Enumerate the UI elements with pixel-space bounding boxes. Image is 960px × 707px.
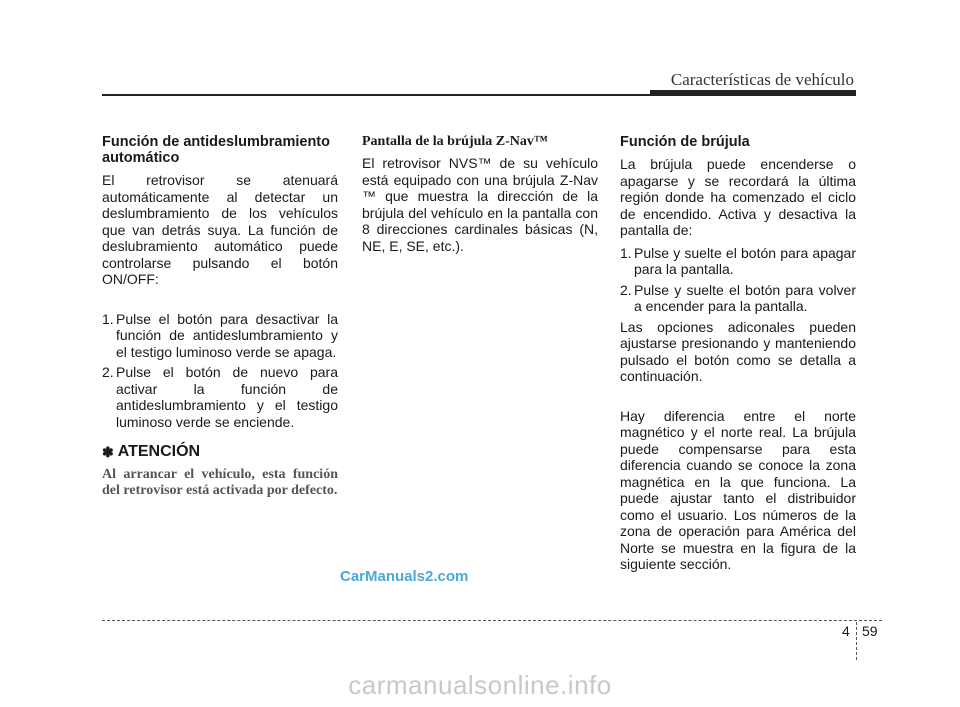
footer-divider <box>856 622 857 660</box>
footer-rule <box>102 620 882 621</box>
list-number: 2. <box>620 281 632 298</box>
header-rule <box>102 94 650 96</box>
list-item <box>102 311 338 361</box>
compass-function-intro: La brújula puede encenderse o apagarse y se recordará la última región donde ha comenzado el ciclo de encendido. Activa y desactiva la pantalla de: <box>620 156 856 238</box>
antiglare-heading: Función de antideslumbramiento automático <box>102 134 330 166</box>
attention-text: Al arrancar el vehículo, esta función del retrovisor está activada por defecto. <box>102 466 338 498</box>
watermark-link[interactable]: CarManuals2.com <box>340 568 469 585</box>
list-number: 1. <box>102 310 114 327</box>
list-item <box>620 245 856 278</box>
compass-difference-text: Hay diferencia entre el norte magnético y el norte real. La brújula puede compensarse para esta diferencia cuando se conoce la zona magnética en la que funciona. La puede ajustar tanto el distribuidor como el usuario. Los números de la zona de operación para América del Norte se muestra en la figura de la siguiente sección. <box>620 407 856 572</box>
asterisk-icon: ✽ <box>102 444 114 460</box>
site-watermark: carmanualsonline.info <box>348 670 612 700</box>
antiglare-intro: El retrovisor se atenuará automáticamente al detectar un deslumbramiento de los vehículos que van detrás suya. La función de deslubramiento automático puede controlarse pulsando el botón ON/OFF: <box>102 172 338 287</box>
list-text: Pulse y suelte el botón para apagar para la pantalla. <box>634 244 856 277</box>
list-item <box>102 364 338 430</box>
chapter-number: 4 <box>842 623 850 639</box>
compass-function-heading: Función de brújula <box>620 134 750 150</box>
header-rule-thick <box>650 90 856 96</box>
list-text: Pulse el botón de nuevo para activar la función de antideslumbramiento y el testigo luminoso verde se enciende. <box>116 364 338 430</box>
compass-display-text: El retrovisor NVS™ de su vehículo está equipado con una brújula Z-Nav ™ que muestra la dirección de la brújula del vehículo en la pantalla con 8 direcciones cardinales básicas (N, NE, E, SE, etc.). <box>362 155 598 254</box>
column-right <box>620 134 856 579</box>
attention-heading <box>102 444 338 461</box>
attention-title: ATENCIÓN <box>117 443 201 460</box>
column-left <box>102 134 338 500</box>
compass-display-heading: Pantalla de la brújula Z-Nav™ <box>362 134 548 149</box>
list-text: Pulse y suelte el botón para volver a encender para la pantalla. <box>634 281 856 314</box>
list-number: 2. <box>102 364 114 380</box>
section-title: Características de vehículo <box>670 70 854 89</box>
list-text: Pulse el botón para desactivar la función de antideslumbramiento y el testigo luminoso verde se apaga. <box>116 310 338 360</box>
list-number: 1. <box>620 244 632 261</box>
compass-options-text: Las opciones adiconales pueden ajustarse presionando y manteniendo pulsado el botón como se detalla a continuación. <box>620 318 856 384</box>
page-number: 59 <box>862 623 878 639</box>
column-middle <box>362 134 598 260</box>
list-item <box>620 282 856 315</box>
